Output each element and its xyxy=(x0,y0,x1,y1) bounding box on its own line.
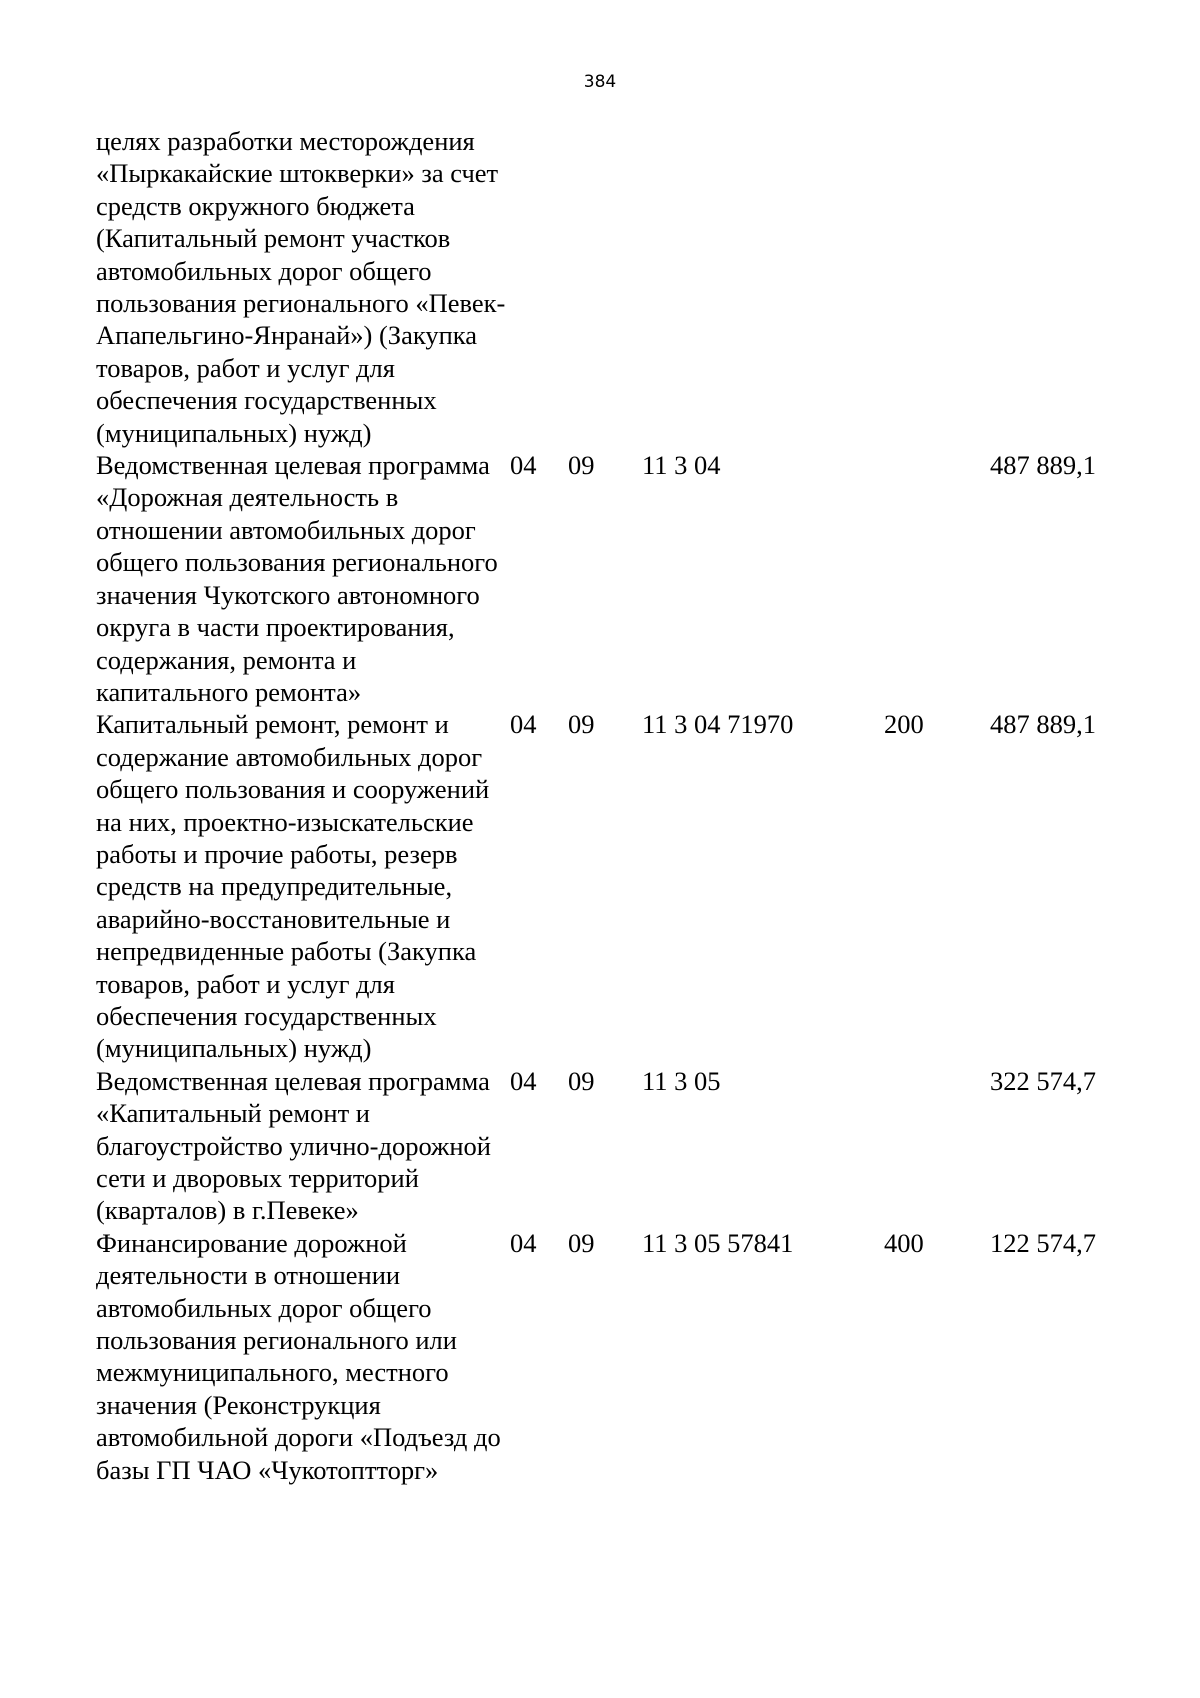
table-row xyxy=(96,125,1096,449)
amount: 487 889,1 xyxy=(990,450,1096,481)
row-name-cell xyxy=(96,708,510,1064)
row-name-cell xyxy=(96,1227,510,1486)
section-code: 04 xyxy=(510,1065,537,1096)
amount: 487 889,1 xyxy=(990,709,1096,740)
section-code: 04 xyxy=(510,1227,537,1258)
row-name: Ведомственная целевая программа «Дорожная деятельность в отношении автомобильных дорог общего пользования регионального значения Чукотского автономного округа в части проектирования, содержания, ремонта и капитального ремонта» xyxy=(96,450,498,707)
target-article-code: 11 3 05 57841 xyxy=(642,1227,794,1258)
target-article-code: 11 3 04 71970 xyxy=(642,709,794,740)
expense-type-code xyxy=(884,449,974,708)
section-code xyxy=(510,125,568,449)
budget-table xyxy=(96,125,1096,1486)
target-article-code xyxy=(642,125,884,449)
section-code: 04 xyxy=(510,709,537,740)
target-article-code: 11 3 04 xyxy=(642,450,721,481)
amount: 322 574,7 xyxy=(990,1065,1096,1096)
page-number: 384 xyxy=(583,72,617,92)
section-code: 04 xyxy=(510,450,537,481)
table-row xyxy=(96,449,1096,708)
expense-type-code: 400 xyxy=(884,1227,924,1258)
subsection-code: 09 xyxy=(568,709,595,740)
target-article-code: 11 3 05 xyxy=(642,1065,721,1096)
table-row xyxy=(96,708,1096,1064)
subsection-code xyxy=(568,125,642,449)
expense-type-code: 200 xyxy=(884,709,924,740)
row-name: целях разработки месторождения «Пыркакайские штокверки» за счет средств окружного бюджета (Капитальный ремонт участков автомобильных дорог общего пользования регионального «Певек-Апапельгино-Янранай») (Закупка товаров, работ и услуг для обеспечения государственных (муниципальных) нужд) xyxy=(96,126,506,448)
row-name: Ведомственная целевая программа «Капитальный ремонт и благоустройство улично-дорожной сети и дворовых территорий (кварталов) в г.Певеке» xyxy=(96,1065,491,1226)
subsection-code: 09 xyxy=(568,1065,595,1096)
expense-type-code xyxy=(884,1065,974,1227)
subsection-code: 09 xyxy=(568,450,595,481)
table-row xyxy=(96,1065,1096,1227)
row-name: Финансирование дорожной деятельности в отношении автомобильных дорог общего пользования регионального или межмуниципального, местного значения (Реконструкция автомобильной дороги «Подъезд до базы ГП ЧАО «Чукотоптторг» xyxy=(96,1227,501,1485)
row-name-cell xyxy=(96,125,510,449)
expense-type-code xyxy=(884,125,974,449)
amount: 122 574,7 xyxy=(990,1227,1096,1258)
row-name-cell xyxy=(96,1065,510,1227)
table-row xyxy=(96,1227,1096,1486)
subsection-code: 09 xyxy=(568,1227,595,1258)
row-name: Капитальный ремонт, ремонт и содержание автомобильных дорог общего пользования и сооружений на них, проектно-изыскательские работы и прочие работы, резерв средств на предупредительные, аварийно-восстановительные и непредвиденные работы (Закупка товаров, работ и услуг для обеспечения государственных (муниципальных) нужд) xyxy=(96,709,490,1064)
amount xyxy=(974,125,1096,449)
row-name-cell xyxy=(96,449,510,708)
